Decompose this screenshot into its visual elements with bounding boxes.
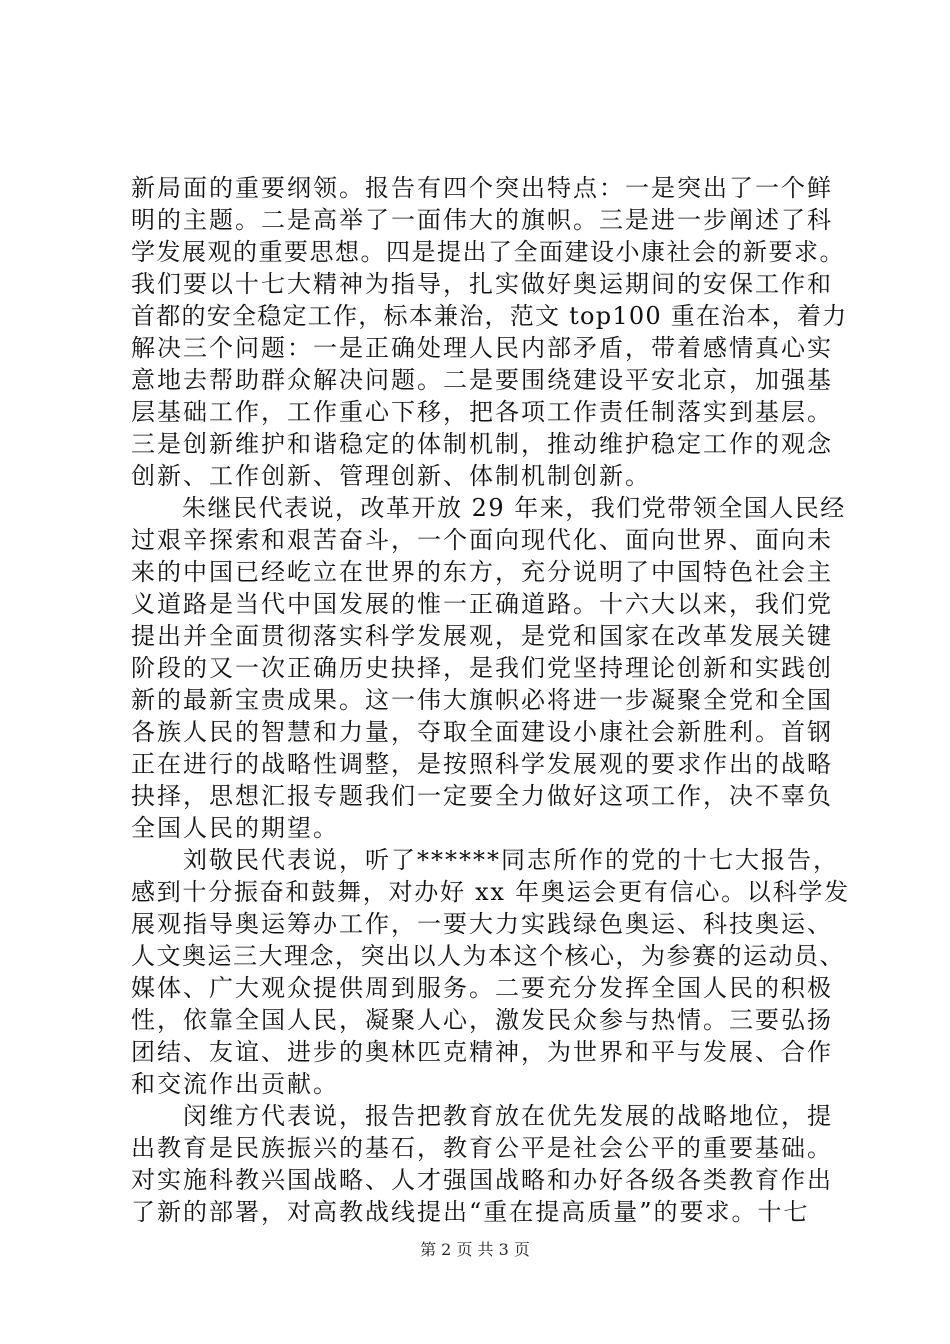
text-line: 性，依靠全国人民，凝聚人心，激发民众参与热情。三要弘扬 — [131, 1006, 833, 1034]
text-line: 人文奥运三大理念，突出以人为本这个核心，为参赛的运动员、 — [131, 942, 845, 970]
text-line: 首都的安全稳定工作，标本兼治，范文 top100 重在治本，着力 — [131, 302, 848, 330]
text-line: 正在进行的战略性调整，是按照科学发展观的要求作出的战略 — [131, 750, 833, 778]
text-line: 和交流作出贡献。 — [131, 1070, 339, 1098]
text-line: 提出并全面贯彻落实科学发展观，是党和国家在改革发展关键 — [131, 622, 833, 650]
text-line: 各族人民的智慧和力量，夺取全面建设小康社会新胜利。首钢 — [131, 718, 833, 746]
text-line: 展观指导奥运筹办工作，一要大力实践绿色奥运、科技奥运、 — [131, 910, 833, 938]
text-line: 创新、工作创新、管理创新、体制机制创新。 — [131, 462, 651, 490]
text-line: 刘敬民代表说，听了******同志所作的党的十七大报告， — [131, 846, 839, 874]
text-line: 过艰辛探索和艰苦奋斗，一个面向现代化、面向世界、面向未 — [131, 526, 833, 554]
text-line: 三是创新维护和谐稳定的体制机制，推动维护稳定工作的观念 — [131, 430, 833, 458]
text-line: 感到十分振奋和鼓舞，对办好 xx 年奥运会更有信心。以科学发 — [131, 878, 850, 906]
text-line: 解决三个问题：一是正确处理人民内部矛盾，带着感情真心实 — [131, 334, 833, 362]
text-line: 出教育是民族振兴的基石，教育公平是社会公平的重要基础。 — [131, 1134, 833, 1162]
text-line: 新的最新宝贵成果。这一伟大旗帜必将进一步凝聚全党和全国 — [131, 686, 833, 714]
text-line: 了新的部署，对高教战线提出“重在提高质量”的要求。十七 — [131, 1198, 810, 1226]
text-line: 全国人民的期望。 — [131, 814, 339, 842]
text-line: 来的中国已经屹立在世界的东方，充分说明了中国特色社会主 — [131, 558, 833, 586]
text-line: 意地去帮助群众解决问题。二是要围绕建设平安北京，加强基 — [131, 366, 833, 394]
document-body — [131, 172, 851, 1228]
text-line: 阶段的又一次正确历史抉择，是我们党坚持理论创新和实践创 — [131, 654, 833, 682]
text-line: 媒体、广大观众提供周到服务。二要充分发挥全国人民的积极 — [131, 974, 833, 1002]
text-line: 对实施科教兴国战略、人才强国战略和办好各级各类教育作出 — [131, 1166, 833, 1194]
text-line: 新局面的重要纲领。报告有四个突出特点：一是突出了一个鲜 — [131, 174, 833, 202]
text-line: 抉择，思想汇报专题我们一定要全力做好这项工作，决不辜负 — [131, 782, 833, 810]
text-line: 朱继民代表说，改革开放 29 年来，我们党带领全国人民经 — [131, 494, 846, 522]
text-line: 团结、友谊、进步的奥林匹克精神，为世界和平与发展、合作 — [131, 1038, 833, 1066]
text-line: 明的主题。二是高举了一面伟大的旗帜。三是进一步阐述了科 — [131, 206, 833, 234]
text-line: 层基础工作，工作重心下移，把各项工作责任制落实到基层。 — [131, 398, 833, 426]
text-line: 义道路是当代中国发展的惟一正确道路。十六大以来，我们党 — [131, 590, 833, 618]
text-line: 我们要以十七大精神为指导，扎实做好奥运期间的安保工作和 — [131, 270, 833, 298]
text-line: 闵维方代表说，报告把教育放在优先发展的战略地位，提 — [131, 1102, 833, 1130]
page-footer: 第 2 页 共 3 页 — [420, 1240, 530, 1259]
text-line: 学发展观的重要思想。四是提出了全面建设小康社会的新要求。 — [131, 238, 845, 266]
